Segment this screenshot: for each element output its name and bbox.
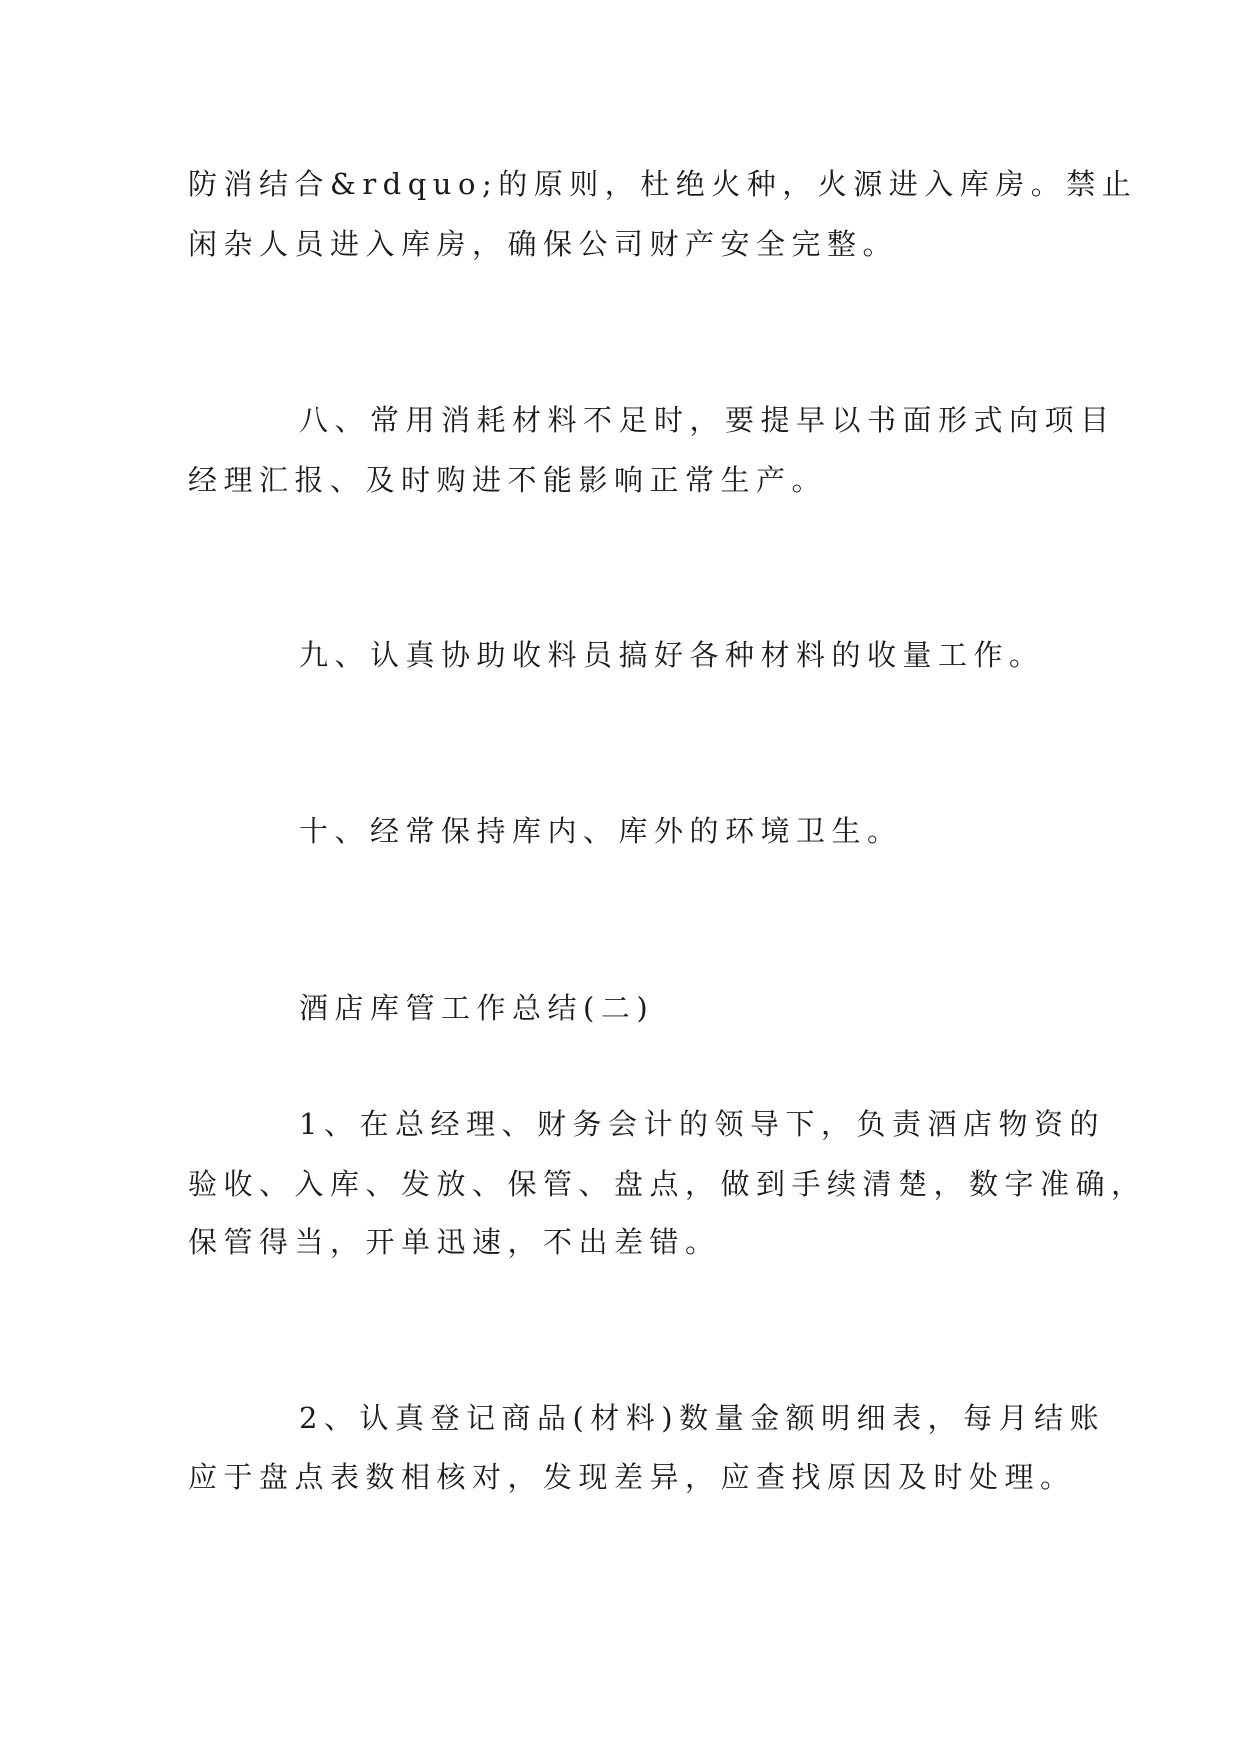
section-heading: 酒店库管工作总结(二) (299, 991, 655, 1025)
paragraph-1-line-1: 防消结合&rdquo;的原则，杜绝火种，火源进入库房。禁止 (188, 167, 1138, 201)
paragraph-2-line-2: 经理汇报、及时购进不能影响正常生产。 (188, 463, 828, 497)
paragraph-3-line-1: 九、认真协助收料员搞好各种材料的收量工作。 (299, 638, 1045, 672)
paragraph-4-line-1: 十、经常保持库内、库外的环境卫生。 (299, 814, 903, 848)
paragraph-6-line-2: 验收、入库、发放、保管、盘点，做到手续清楚，数字准确， (188, 1167, 1147, 1201)
paragraph-6-line-3: 保管得当，开单迅速，不出差错。 (188, 1225, 721, 1259)
paragraph-2-line-1: 八、常用消耗材料不足时，要提早以书面形式向项目 (299, 403, 1116, 437)
paragraph-1-line-2: 闲杂人员进入库房，确保公司财产安全完整。 (188, 227, 899, 261)
paragraph-7-line-1: 2、认真登记商品(材料)数量金额明细表，每月结账 (299, 1401, 1106, 1435)
paragraph-6-line-1: 1、在总经理、财务会计的领导下，负责酒店物资的 (299, 1107, 1105, 1141)
paragraph-7-line-2: 应于盘点表数相核对，发现差异，应查找原因及时处理。 (188, 1460, 1076, 1494)
